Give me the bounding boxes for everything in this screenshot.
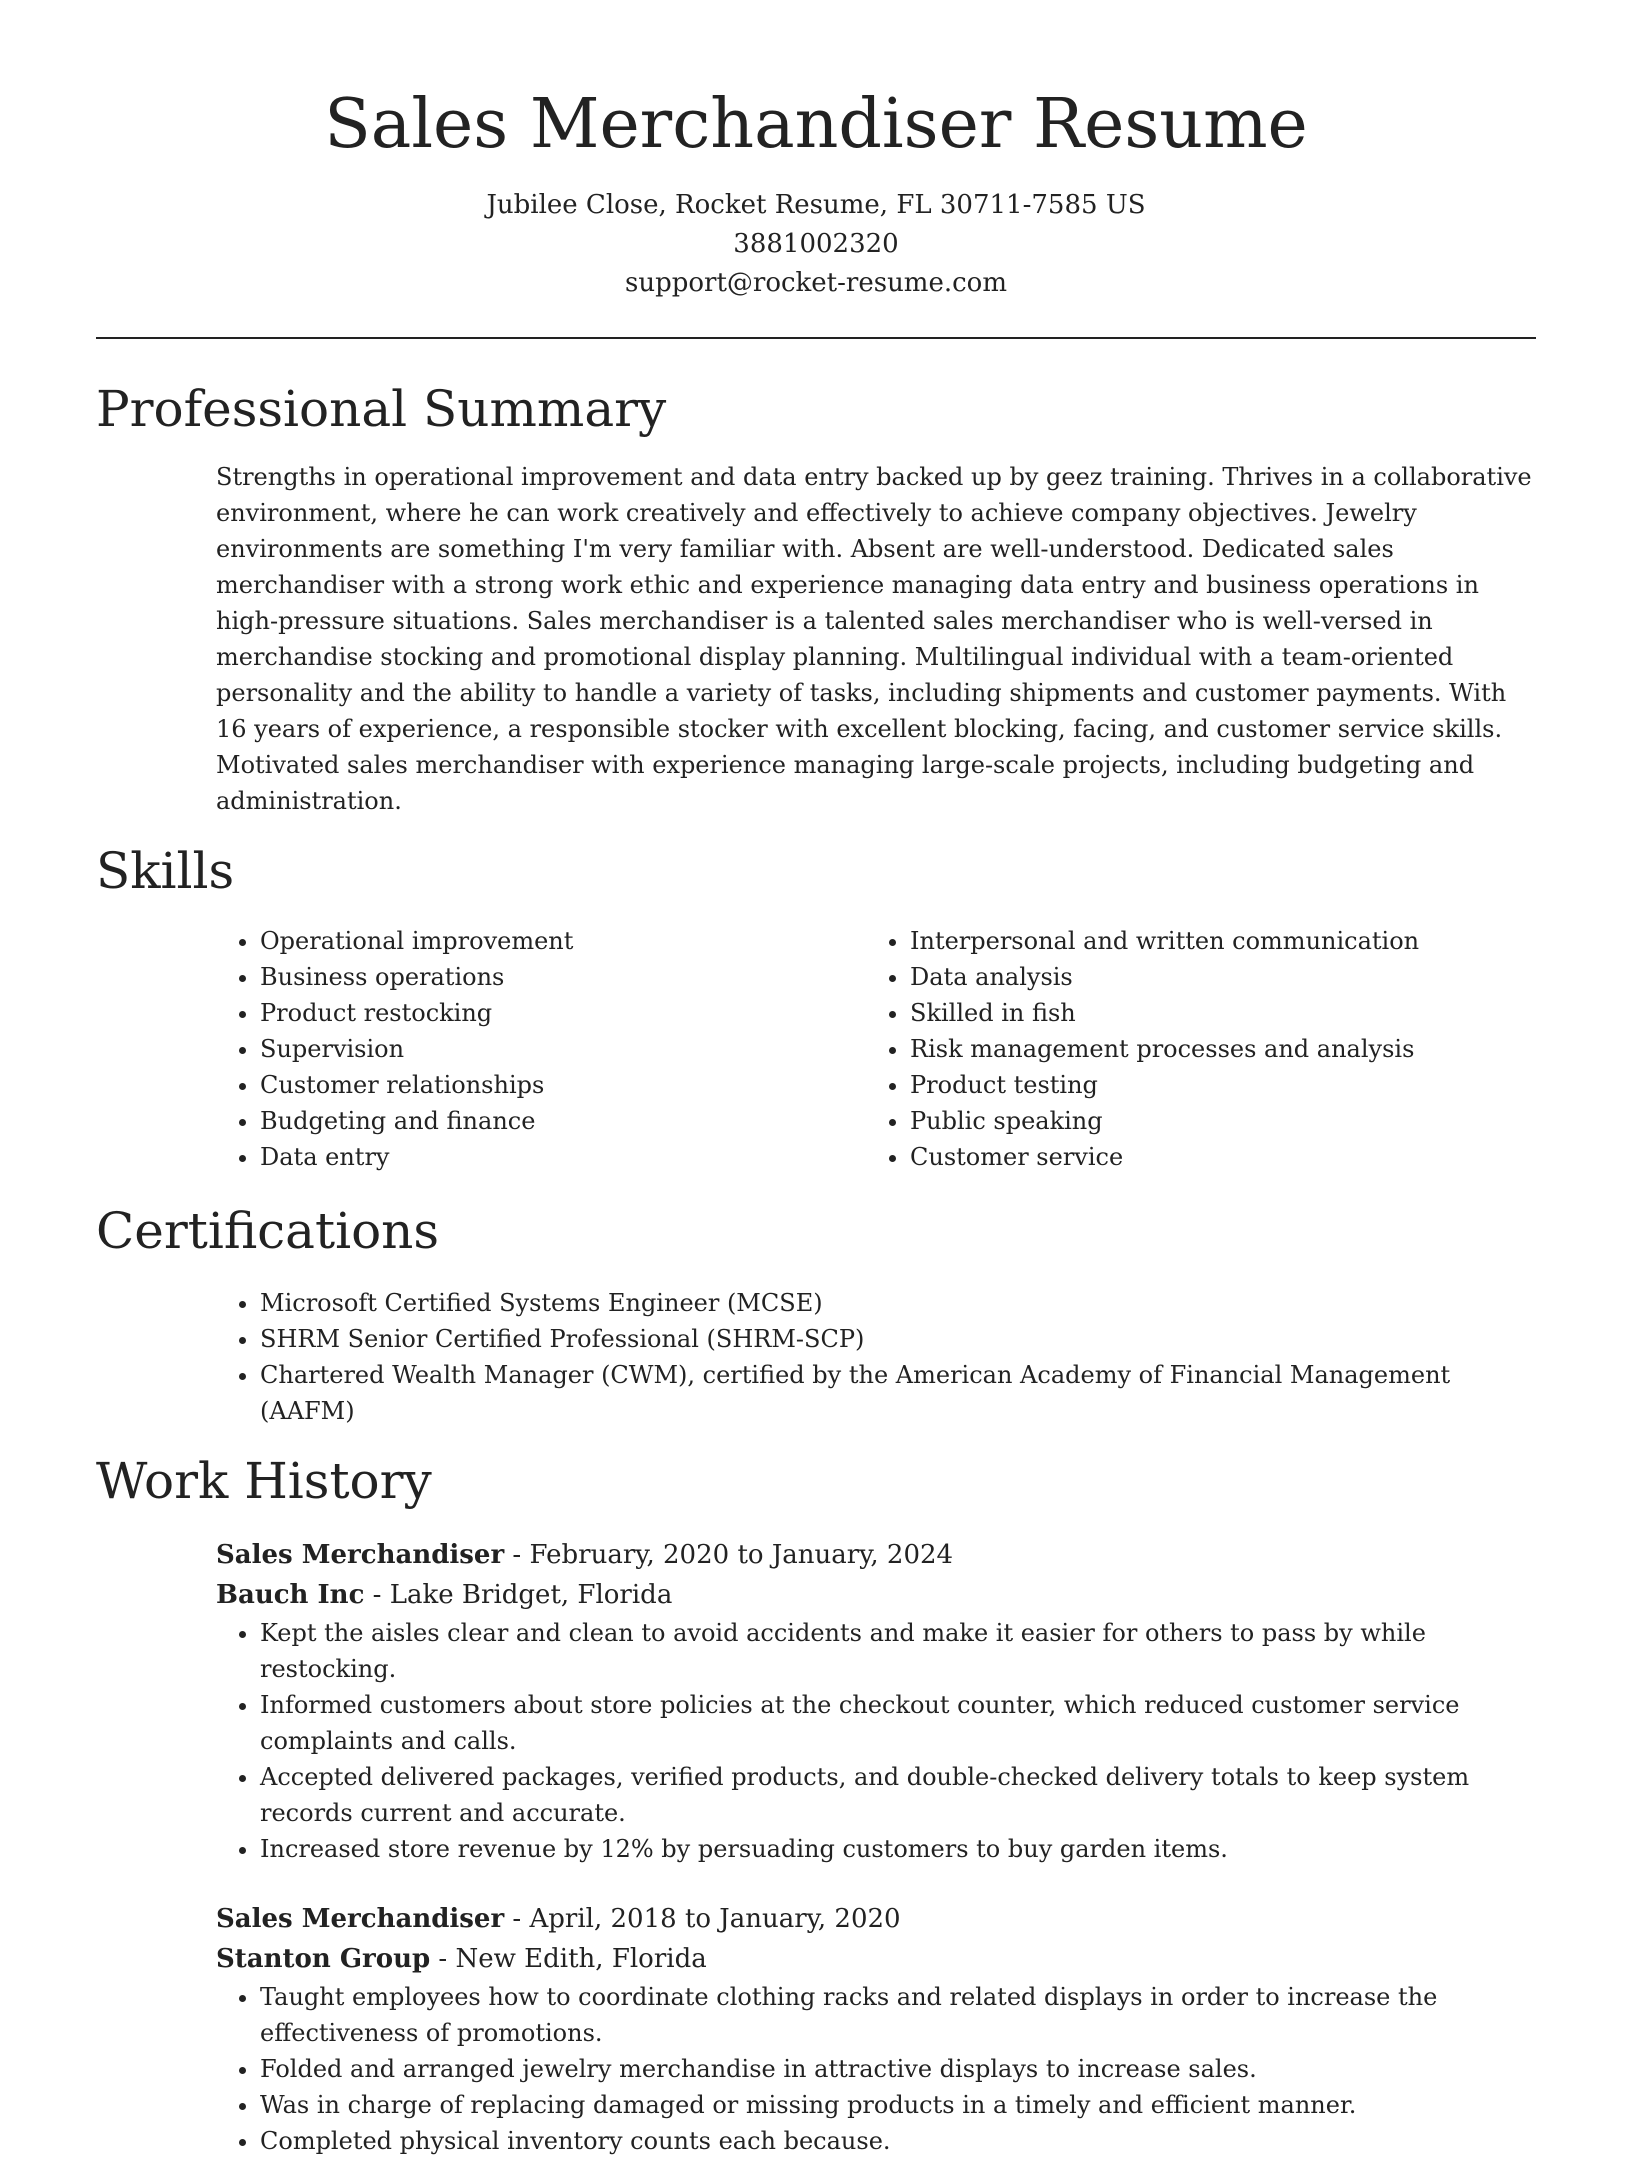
job-title-line bbox=[216, 1899, 1536, 1939]
job-bullet: • Taught employees how to coordinate clothing racks and related displays in order to increase the effectiveness of promotions. bbox=[260, 1979, 1536, 2051]
job-bullet-list bbox=[216, 1615, 1536, 1867]
resume-header bbox=[96, 0, 1536, 303]
job-bullet: • Was in charge of replacing damaged or missing products in a timely and efficient manner. bbox=[260, 2087, 1536, 2123]
skills-columns bbox=[96, 923, 1536, 1175]
contact-email: support@rocket-resume.com bbox=[624, 268, 1007, 298]
job-separator: - bbox=[364, 1580, 390, 1610]
certification-item: • Microsoft Certified Systems Engineer (MCSE) bbox=[260, 1285, 1536, 1321]
job-location: Lake Bridget, Florida bbox=[389, 1580, 673, 1610]
contact-address: Jubilee Close, Rocket Resume, FL 30711-7585 US bbox=[486, 190, 1146, 220]
job-entry bbox=[96, 1535, 1536, 1867]
skills-section bbox=[96, 839, 1536, 1175]
summary-heading: Professional Summary bbox=[96, 380, 667, 438]
job-separator: - bbox=[504, 1540, 530, 1570]
job-separator: - bbox=[504, 1904, 530, 1934]
job-bullet: • Kept the aisles clear and clean to avoid accidents and make it easier for others to pass by while restocking. bbox=[260, 1615, 1536, 1687]
skill-item: • Supervision bbox=[260, 1031, 866, 1067]
resume-title: Sales Merchandiser Resume bbox=[324, 85, 1308, 164]
skills-column-left bbox=[216, 923, 866, 1175]
skill-item: • Data entry bbox=[260, 1139, 866, 1175]
skills-column-right bbox=[866, 923, 1516, 1175]
job-bullet: • Folded and arranged jewelry merchandise in attractive displays to increase sales. bbox=[260, 2051, 1536, 2087]
job-bullet: • Accepted delivered packages, verified products, and double-checked delivery totals to keep system records current and accurate. bbox=[260, 1759, 1536, 1831]
header-divider bbox=[96, 337, 1536, 339]
skill-item: • Skilled in fish bbox=[910, 995, 1516, 1031]
job-bullet: • Completed physical inventory counts each because. bbox=[260, 2123, 1536, 2159]
certifications-section bbox=[96, 1199, 1536, 1429]
summary-text: Strengths in operational improvement and data entry backed up by geez training. Thrives in a collaborative environment, where he can work creatively and effectively to achieve company objectives. Jewelry environments are something I'm very familiar with. Absent are well-understood. Dedicated sales merchandiser with a strong work ethic and experience managing data entry and business operations in high-pressure situations. Sales merchandiser is a talented sales merchandiser who is well-versed in merchandise stocking and promotional display planning. Multilingual individual with a team-oriented personality and the ability to handle a variety of tasks, including shipments and customer payments. With 16 years of experience, a responsible stocker with excellent blocking, facing, and customer service skills. Motivated sales merchandiser with experience managing large-scale projects, including budgeting and administration. bbox=[216, 463, 1532, 815]
skill-item: • Data analysis bbox=[910, 959, 1516, 995]
skill-item: • Customer relationships bbox=[260, 1067, 866, 1103]
contact-phone: 3881002320 bbox=[733, 229, 899, 259]
skills-list-left bbox=[216, 923, 866, 1175]
job-dates: February, 2020 to January, 2024 bbox=[529, 1540, 954, 1570]
skill-item: • Operational improvement bbox=[260, 923, 866, 959]
certification-item: • SHRM Senior Certified Professional (SHRM-SCP) bbox=[260, 1321, 1536, 1357]
certifications-body bbox=[96, 1285, 1536, 1429]
job-location: New Edith, Florida bbox=[455, 1944, 707, 1974]
job-role: Sales Merchandiser bbox=[216, 1540, 505, 1570]
job-bullet: • Increased store revenue by 12% by persuading customers to buy garden items. bbox=[260, 1831, 1536, 1867]
job-company: Bauch Inc bbox=[216, 1580, 365, 1610]
job-entry bbox=[96, 1899, 1536, 2159]
skills-list-right bbox=[866, 923, 1516, 1175]
summary-section bbox=[96, 377, 1536, 819]
certification-item: • Chartered Wealth Manager (CWM), certified by the American Academy of Financial Management (AAFM) bbox=[260, 1357, 1536, 1429]
skill-item: • Customer service bbox=[910, 1139, 1516, 1175]
skill-item: • Public speaking bbox=[910, 1103, 1516, 1139]
skill-item: • Business operations bbox=[260, 959, 866, 995]
job-company-line bbox=[216, 1575, 1536, 1615]
job-separator: - bbox=[430, 1944, 456, 1974]
skills-heading: Skills bbox=[96, 842, 235, 900]
job-title-line bbox=[216, 1535, 1536, 1575]
skill-item: • Product restocking bbox=[260, 995, 866, 1031]
work-history-heading: Work History bbox=[96, 1452, 432, 1510]
job-dates: April, 2018 to January, 2020 bbox=[529, 1904, 901, 1934]
skill-item: • Interpersonal and written communication bbox=[910, 923, 1516, 959]
job-bullet: • Informed customers about store policies at the checkout counter, which reduced customer service complaints and calls. bbox=[260, 1687, 1536, 1759]
skill-item: • Budgeting and finance bbox=[260, 1103, 866, 1139]
contact-info bbox=[96, 186, 1536, 303]
certifications-list bbox=[216, 1285, 1536, 1429]
certifications-heading: Certifications bbox=[96, 1202, 440, 1260]
skill-item: • Risk management processes and analysis bbox=[910, 1031, 1516, 1067]
job-company: Stanton Group bbox=[216, 1944, 431, 1974]
job-role: Sales Merchandiser bbox=[216, 1904, 505, 1934]
job-bullet-list bbox=[216, 1979, 1536, 2159]
skill-item: • Product testing bbox=[910, 1067, 1516, 1103]
job-company-line bbox=[216, 1939, 1536, 1979]
work-history-section bbox=[96, 1449, 1536, 2159]
